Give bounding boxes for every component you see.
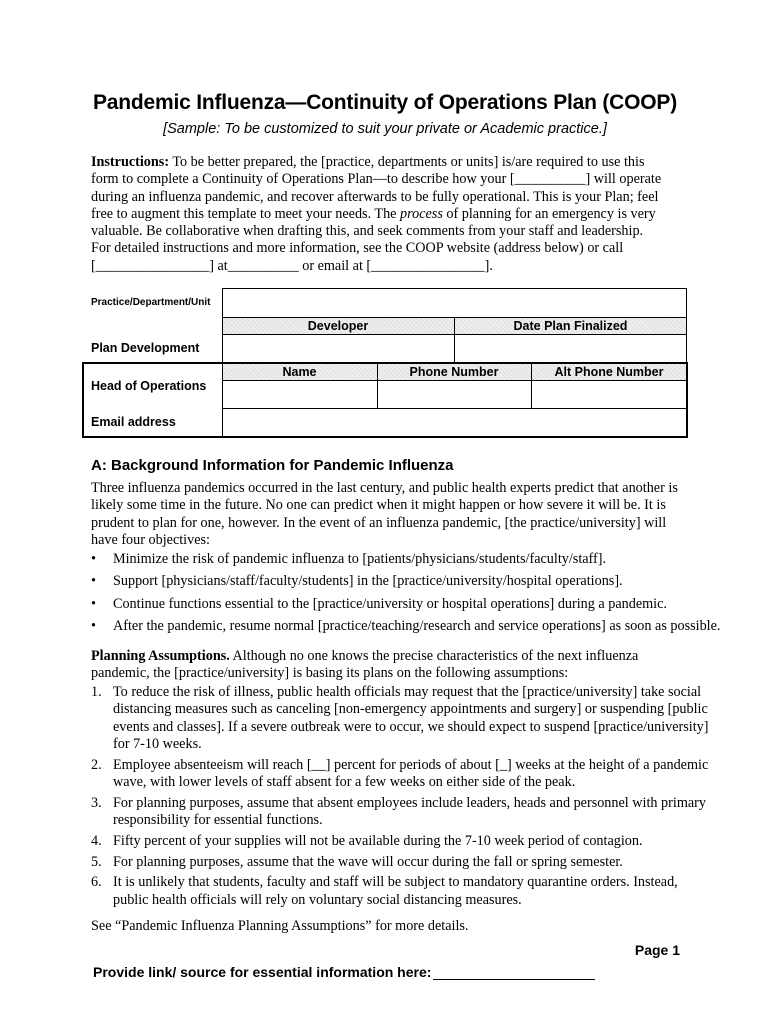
head-phone-field[interactable] — [378, 381, 531, 408]
list-item-text: After the pandemic, resume normal [practice/teaching/research and service operations] as soon as possible. — [113, 618, 721, 635]
page-subtitle: [Sample: To be customized to suit your private or Academic practice.] — [163, 121, 607, 137]
instructions-italic-word: process — [400, 205, 443, 222]
date-plan-finalized-field[interactable] — [455, 335, 686, 362]
list-item-line: Employee absenteeism will reach [__] percent for periods of about [_] weeks at the height of a pandemic — [113, 756, 709, 773]
link-source-field[interactable] — [433, 965, 595, 980]
list-number: 2. — [91, 756, 102, 773]
instructions-label: Instructions: — [91, 154, 170, 170]
list-item-line: public health officials will rely on voluntary social distancing measures. — [113, 891, 522, 908]
planning-assumptions-label: Planning Assumptions. — [91, 648, 230, 664]
list-item — [91, 874, 731, 909]
link-source-label: Provide link/ source for essential information here: — [93, 964, 432, 980]
list-item-line: wave, with lower levels of staff absent for a few weeks on either side of the peak. — [113, 773, 576, 790]
section-a-intro — [91, 480, 701, 549]
assumptions-line: Although no one knows the precise characteristics of the next influenza — [229, 648, 639, 664]
list-item — [91, 833, 731, 850]
alt-phone-number-header: Alt Phone Number — [554, 365, 664, 379]
list-item-line: events and classes]. If a severe outbreak were to occur, we should expect to suspend [practice/university] — [113, 718, 709, 735]
list-item — [91, 573, 751, 595]
instructions-line: [________________] at__________ or email at [________________]. — [91, 257, 493, 274]
practice-department-unit-field[interactable] — [222, 288, 687, 318]
list-item — [91, 795, 731, 830]
instructions-paragraph — [91, 154, 691, 275]
instructions-line: For detailed instructions and more information, see the COOP website (address below) or call — [91, 240, 624, 257]
list-number: 6. — [91, 874, 102, 891]
intro-line: likely some time in the future. No one can predict when it might happen or how severe it will be. It is — [91, 497, 666, 514]
list-item-line: For planning purposes, assume that the wave will occur during the fall or spring semester. — [113, 853, 623, 870]
instructions-line: form to complete a Continuity of Operations Plan—to describe how your [__________] will operate — [91, 171, 662, 188]
plan-development-label: Plan Development — [91, 341, 200, 355]
list-item-line: responsibility for essential functions. — [113, 812, 323, 829]
list-item — [91, 684, 731, 753]
email-address-field[interactable] — [223, 409, 686, 436]
email-address-label: Email address — [91, 415, 176, 429]
instructions-line: during an influenza pandemic, and recover afterwards to be fully operational. This is your Plan; feel — [91, 188, 659, 205]
list-item-text: Minimize the risk of pandemic influenza to [patients/physicians/students/faculty/staff]. — [113, 551, 607, 567]
planning-assumptions-intro — [91, 648, 701, 683]
intro-line: Three influenza pandemics occurred in the last century, and public health experts predict that another is — [91, 480, 678, 496]
list-item-text: Support [physicians/staff/faculty/students] in the [practice/university/hospital operations]. — [113, 573, 623, 590]
page-title: Pandemic Influenza—Continuity of Operations Plan (COOP) — [92, 91, 678, 114]
instructions-line: valuable. Be collaborative when drafting this, and seek comments from your staff and leadership. — [91, 223, 644, 240]
objectives-list — [91, 551, 751, 641]
list-item-line: Fifty percent of your supplies will not be available during the 7-10 week period of contagion. — [113, 832, 643, 849]
intro-line: have four objectives: — [91, 531, 210, 548]
developer-field[interactable] — [223, 335, 454, 362]
bullet-icon: • — [91, 573, 96, 590]
bullet-icon: • — [91, 618, 96, 635]
practice-department-unit-label: Practice/Department/Unit — [91, 297, 211, 308]
assumptions-line: pandemic, the [practice/university] is basing its plans on the following assumptions: — [91, 665, 569, 682]
bullet-icon: • — [91, 551, 96, 567]
intro-line: prudent to plan for one, however. In the event of an influenza pandemic, [the practice/university] will — [91, 514, 667, 531]
list-number: 4. — [91, 832, 102, 849]
phone-number-header: Phone Number — [409, 365, 499, 379]
list-number: 5. — [91, 853, 102, 870]
list-item-line: To reduce the risk of illness, public health officials may request that the [practice/university] take social — [113, 684, 702, 700]
head-of-operations-label: Head of Operations — [91, 379, 207, 393]
name-header: Name — [282, 365, 317, 379]
see-more-note: See “Pandemic Influenza Planning Assumptions” for more details. — [91, 918, 469, 934]
list-item-line: distancing measures such as canceling [non-emergency appointments and surgery] or suspending [public — [113, 701, 708, 718]
assumptions-list — [91, 684, 731, 913]
head-alt-phone-field[interactable] — [532, 381, 686, 408]
developer-header: Developer — [307, 319, 369, 333]
section-a-heading: A: Background Information for Pandemic Influenza — [91, 457, 454, 474]
list-item — [91, 854, 731, 871]
list-item-line: For planning purposes, assume that absent employees include leaders, heads and personnel with primary — [113, 794, 706, 811]
list-item-line: It is unlikely that students, faculty and staff will be subject to mandatory quarantine orders. Instead, — [113, 874, 678, 891]
list-item — [91, 618, 751, 640]
list-number: 3. — [91, 794, 102, 811]
list-item — [91, 596, 751, 618]
list-item-text: Continue functions essential to the [practice/university or hospital operations] during a pandemic. — [113, 595, 667, 612]
page-number: Page 1 — [634, 942, 680, 958]
date-plan-finalized-header: Date Plan Finalized — [513, 319, 628, 333]
instructions-line: free to augment this template to meet your needs. The — [91, 205, 401, 222]
list-item — [91, 551, 751, 573]
link-source-row — [93, 964, 595, 980]
list-item — [91, 757, 731, 792]
instructions-line: To be better prepared, the [practice, departments or units] is/are required to use this — [169, 154, 645, 170]
list-item-line: for 7-10 weeks. — [113, 735, 202, 752]
instructions-line: of planning for an emergency is very — [442, 205, 656, 222]
bullet-icon: • — [91, 595, 96, 612]
head-name-field[interactable] — [223, 381, 377, 408]
list-number: 1. — [91, 684, 102, 700]
